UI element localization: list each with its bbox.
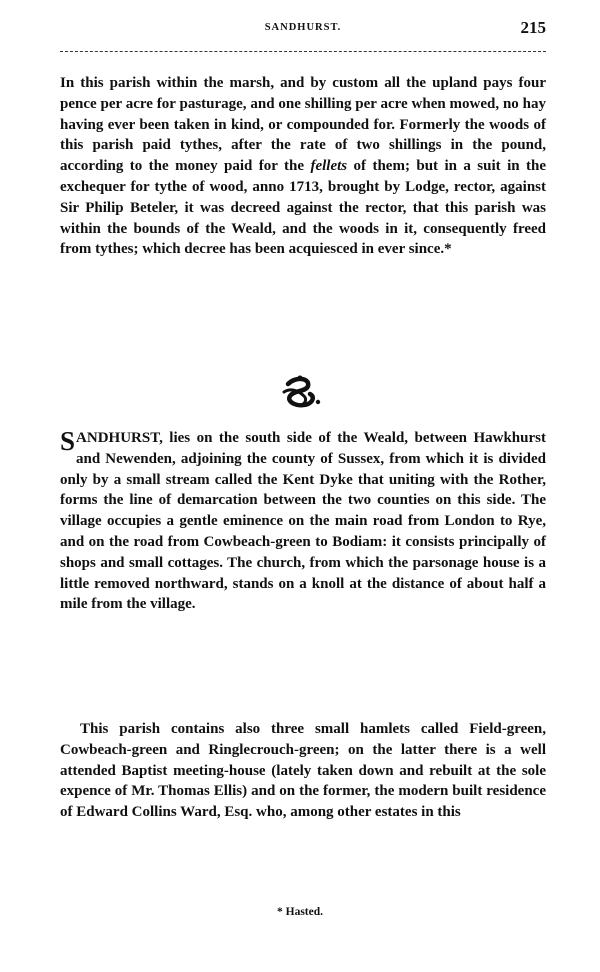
- page-header: [60, 18, 546, 42]
- italic-term: fellets: [310, 158, 348, 175]
- header-rule: [60, 51, 546, 52]
- fleuron-ornament-icon: [274, 372, 330, 414]
- paragraph-hamlets: This parish contains also three small hamlets called Field-green, Cowbeach-green and Ringlecrouch-green; on the latter there is a well attended Baptist meeting-house (lately taken down and rebuilt at the sole expence of Mr. Thomas Ellis) and on the former, the modern built residence of Edward Collins Ward, Esq. who, among other estates in this: [60, 721, 546, 821]
- paragraph-sandhurst-description: SANDHURST, lies on the south side of the Weald, between Hawkhurst and Newenden, adjoining the county of Sussex, from which it is divided only by a small stream called the Kent Dyke that uniting with the Rother, forms the line of demarcation between the two counties on this side. The village occupies a gentle eminence on the main road from London to Rye, and on the road from Cowbeach-green to Bodiam: it consists principally of shops and small cottages. The church, from which the parsonage house is a little removed northward, stands on a knoll at the distance of about half a mile from the village.: [60, 426, 546, 613]
- paragraph-1-text-a: In this parish within the marsh, and by custom all the upland pays four pence per acre for pasturage, and one shilling per acre when mowed, no hay having ever been taken in kind, or compounded for. Formerly the woods of this parish paid tythes, after the rate of two shillings in the pound, according to the money paid for the: [60, 75, 546, 175]
- footnote: * Hasted.: [277, 906, 323, 918]
- running-head: SANDHURST.: [264, 22, 342, 33]
- paragraph-1-text-b: of them; but in a suit in the exchequer for tythe of wood, anno 1713, brought by Lodge, rector, against Sir Philip Beteler, it was decreed against the rector, that this parish was within the bounds of the Weald, and the woods in it, consequently freed from tythes; which decree has been acquiesced in ever since.*: [60, 158, 546, 258]
- paragraph-tythes: [60, 73, 546, 260]
- page-number: 215: [520, 18, 546, 37]
